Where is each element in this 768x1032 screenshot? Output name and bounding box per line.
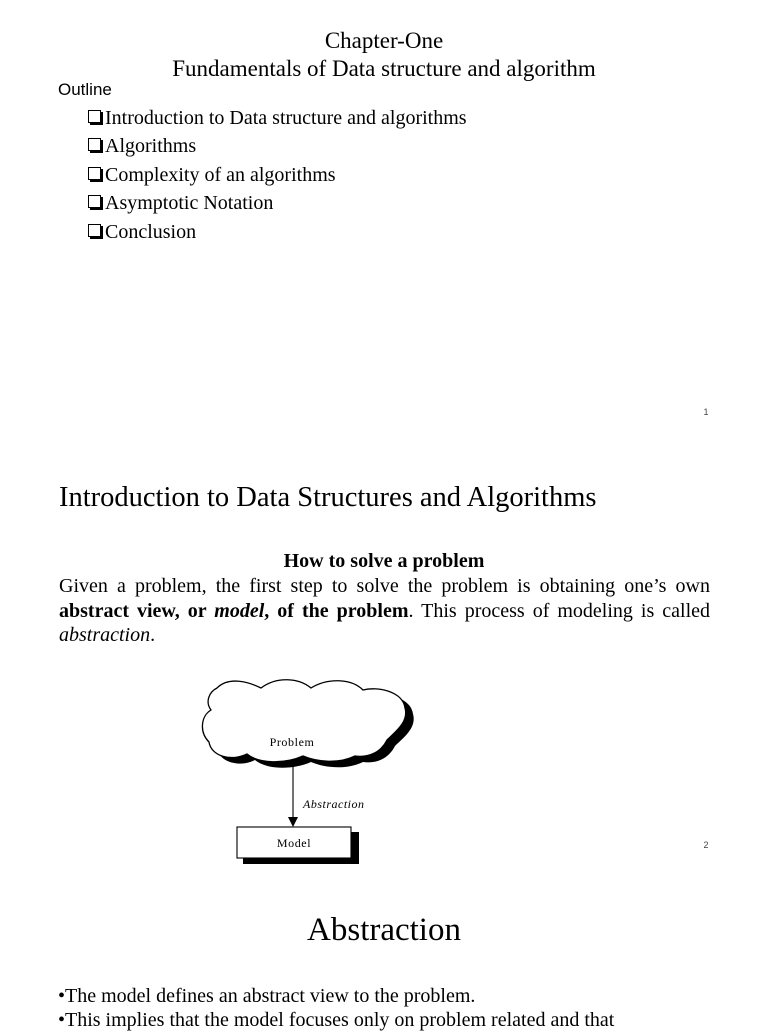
checkbox-bullet-icon bbox=[88, 195, 101, 208]
chapter-subtitle: Fundamentals of Data structure and algorithm bbox=[172, 56, 596, 81]
outline-item-label: Asymptotic Notation bbox=[105, 192, 274, 215]
bullet-list bbox=[58, 984, 718, 1032]
chapter-title: Chapter-One bbox=[324, 28, 444, 53]
outline-label: Outline bbox=[58, 80, 112, 99]
outline-item-label: Conclusion bbox=[105, 220, 197, 243]
arrow-label: Abstraction bbox=[303, 797, 365, 811]
page-number: 1 bbox=[703, 407, 709, 417]
slide-3 bbox=[0, 867, 768, 1031]
outline-item-label: Complexity of an algorithms bbox=[105, 163, 336, 186]
outline-item bbox=[88, 104, 467, 132]
checkbox-bullet-icon bbox=[88, 224, 101, 237]
bold-phrase: abstract view, or bbox=[59, 599, 215, 622]
section-title: Introduction to Data Structures and Algorithms bbox=[59, 482, 597, 513]
outline-item-label: Introduction to Data structure and algorithms bbox=[105, 107, 467, 129]
checkbox-bullet-icon bbox=[88, 138, 101, 151]
slide-2 bbox=[0, 434, 768, 867]
slide-1 bbox=[0, 0, 768, 434]
model-label: Model bbox=[276, 836, 312, 850]
bullet-item: •The model defines an abstract view to the problem. bbox=[58, 985, 476, 1007]
outline-item bbox=[88, 132, 467, 160]
bold-italic-term: model bbox=[214, 599, 265, 622]
page-number: 2 bbox=[703, 840, 709, 850]
intro-paragraph: Given a problem, the first step to solve the problem is obtaining one’s own abstract view, or model, of the problem. This process of modeling is called abstraction. bbox=[59, 575, 710, 646]
bullet-item: •This implies that the model focuses only on problem related and that bbox=[58, 1009, 615, 1031]
section-title: Abstraction bbox=[307, 912, 461, 948]
bold-phrase: , of the problem bbox=[264, 599, 409, 622]
outline-item bbox=[88, 189, 467, 217]
outline-item-label: Algorithms bbox=[105, 135, 197, 158]
outline-item bbox=[88, 161, 467, 189]
model-diagram bbox=[195, 666, 415, 876]
cloud-label: Problem bbox=[269, 735, 315, 749]
italic-term: abstraction bbox=[59, 624, 151, 646]
checkbox-bullet-icon bbox=[88, 167, 101, 180]
section-subtitle: How to solve a problem bbox=[283, 550, 485, 572]
outline-list bbox=[88, 104, 467, 246]
outline-item bbox=[88, 218, 467, 246]
checkbox-bullet-icon bbox=[88, 110, 101, 123]
